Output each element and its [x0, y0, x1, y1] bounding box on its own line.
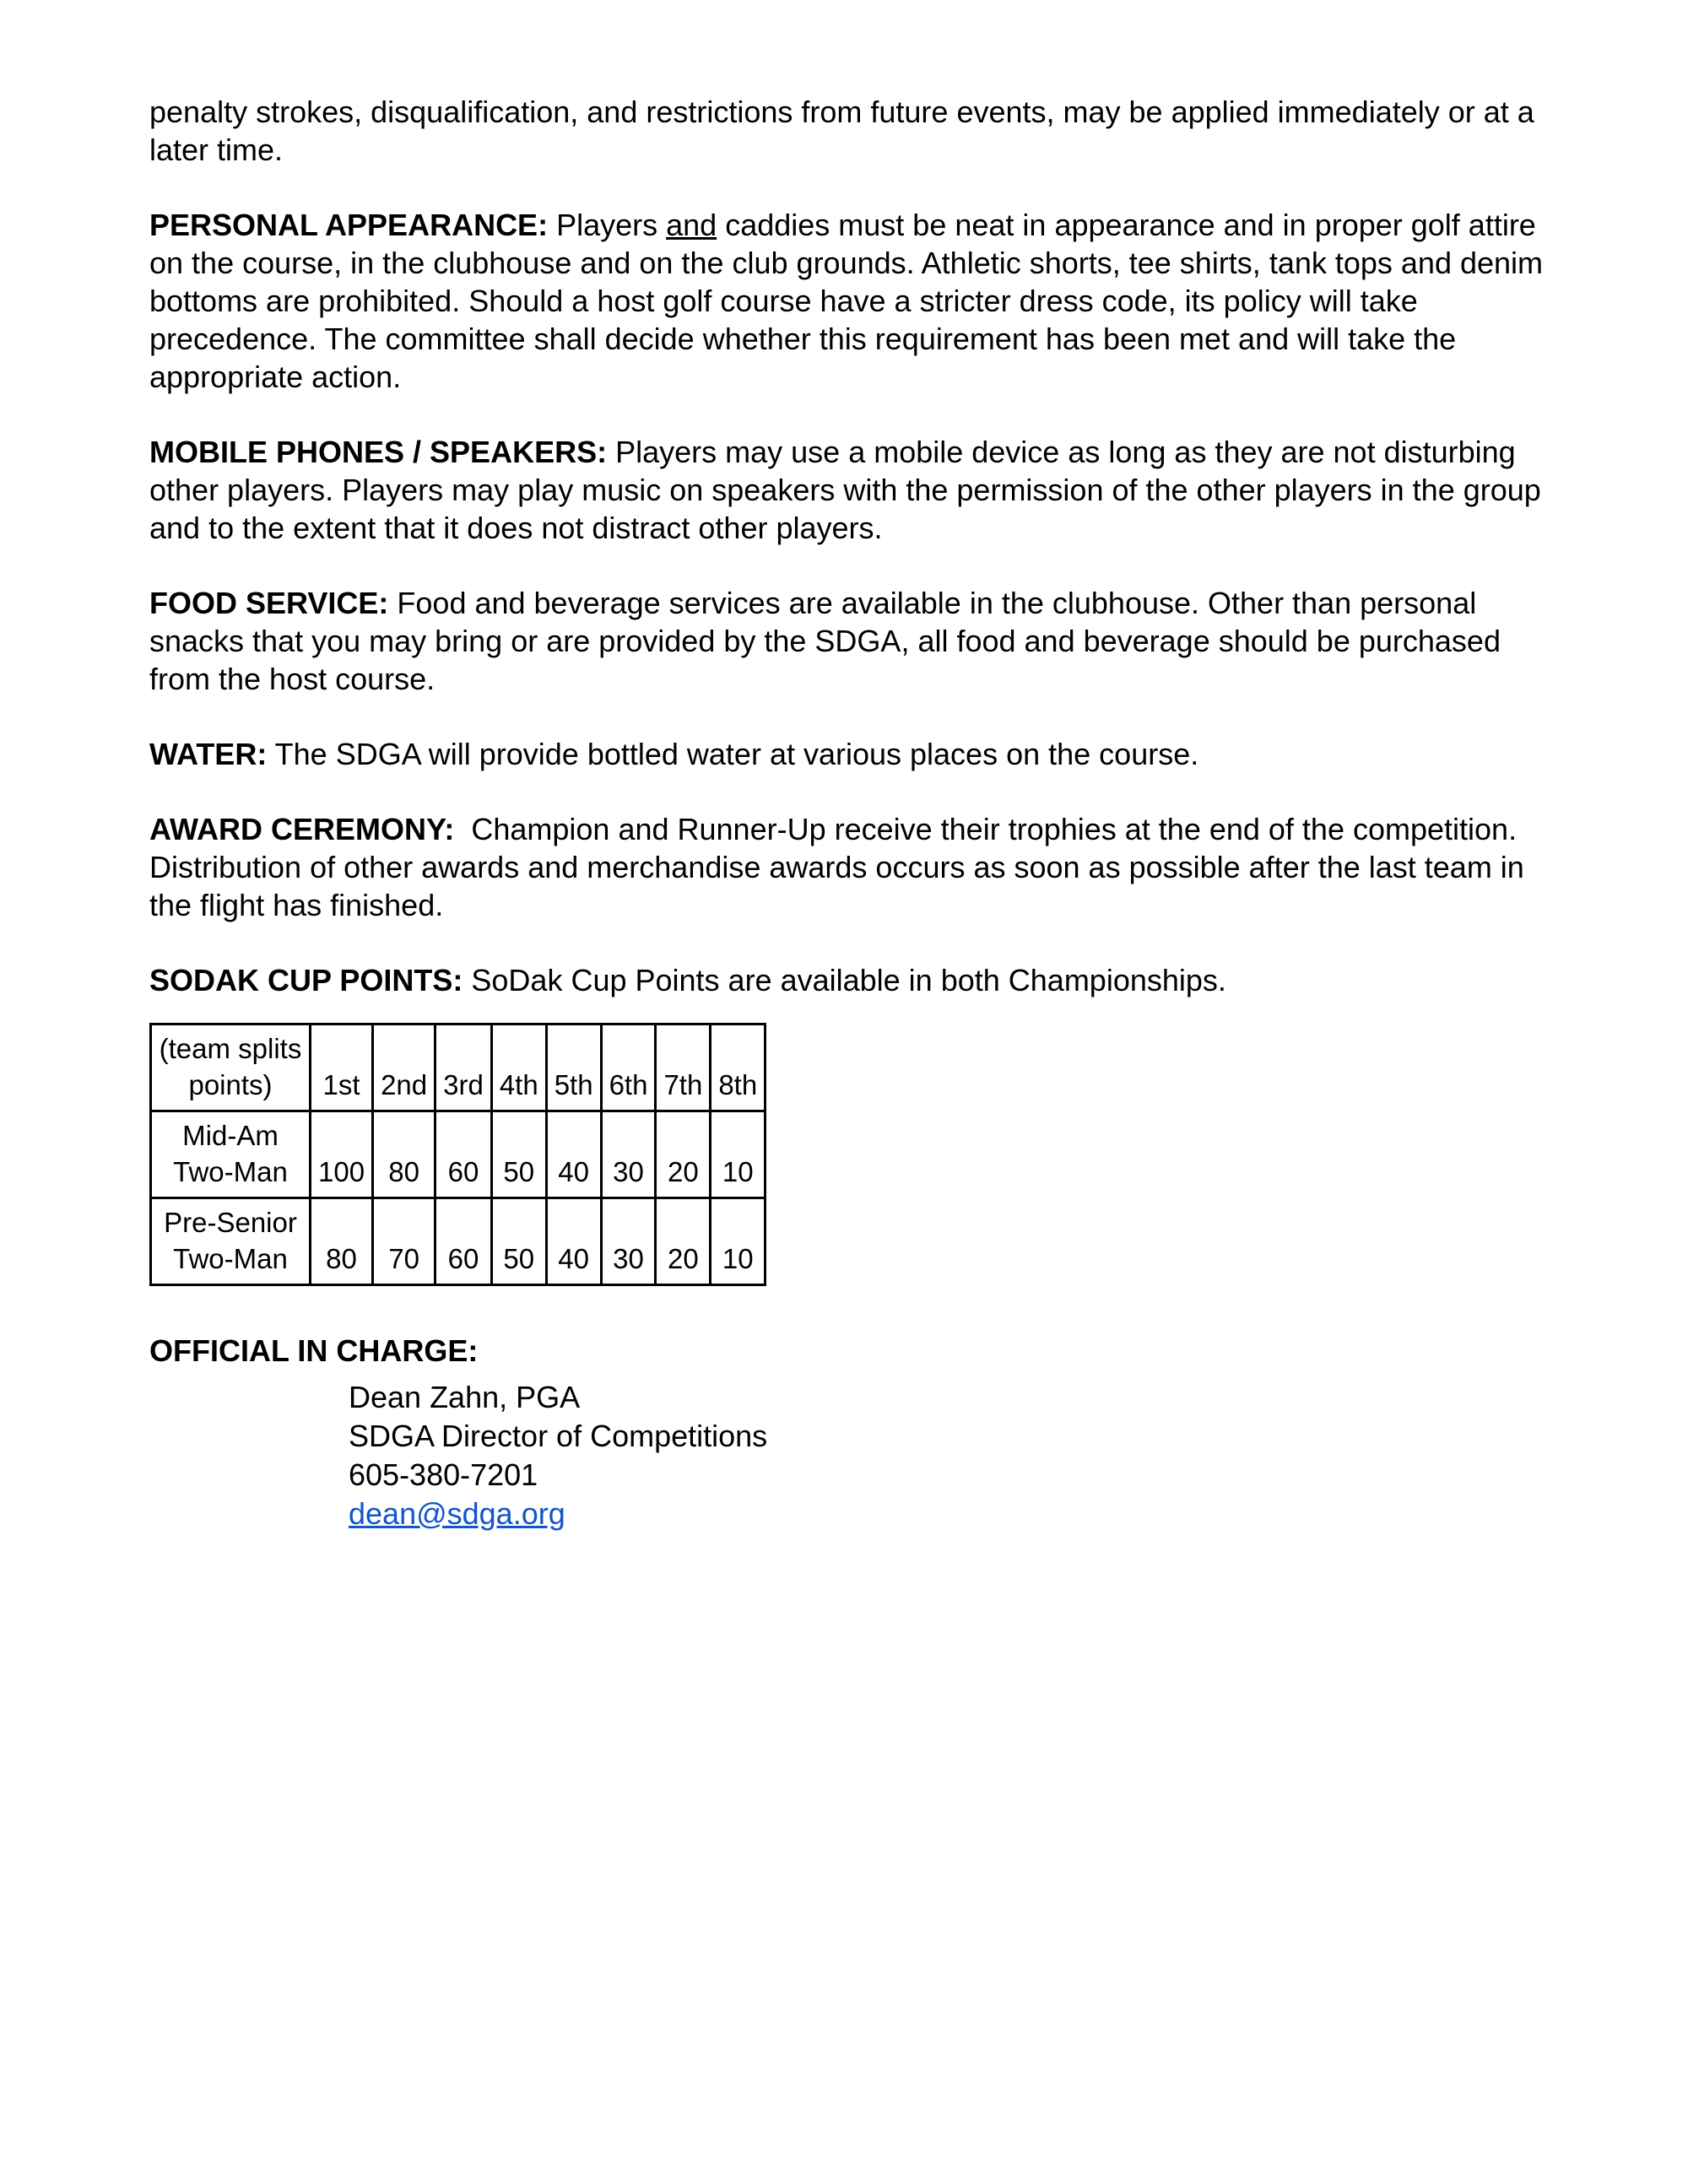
table-corner-line-2: points) [188, 1069, 273, 1100]
personal-appearance-label: PERSONAL APPEARANCE: [149, 208, 549, 242]
award-ceremony-text: Champion and Runner-Up receive their trophies at the end of the competition. Distribution of other awards and merchandise awards occurs as soon as possible after the last team in the flight has finished. [149, 812, 1524, 922]
table-cell: 50 [491, 1111, 546, 1198]
table-cell: 60 [436, 1111, 492, 1198]
official-in-charge-heading [149, 1332, 1550, 1370]
table-header-row [151, 1024, 766, 1111]
sodak-cup-paragraph [149, 961, 1550, 999]
table-header-cell: 3rd [436, 1024, 492, 1111]
table-cell: 20 [656, 1198, 711, 1285]
mobile-phones-text: Players may use a mobile device as long as they are not disturbing other players. Players may play music on speakers with the permission of the other players in the group and to the extent that it does not distract other players. [149, 435, 1541, 545]
table-cell: 40 [546, 1111, 601, 1198]
table-header-cell: 1st [311, 1024, 373, 1111]
table-cell: 50 [491, 1198, 546, 1285]
award-ceremony-paragraph [149, 810, 1550, 924]
table-cell: 10 [711, 1111, 766, 1198]
official-title: SDGA Director of Competitions [349, 1419, 768, 1453]
table-cell: 30 [601, 1198, 656, 1285]
table-corner-line-1: (team splits [159, 1033, 302, 1064]
table-cell: 70 [373, 1198, 436, 1285]
table-header-cell: 4th [491, 1024, 546, 1111]
personal-appearance-underlined-word: and [666, 208, 717, 242]
table-cell: 60 [436, 1198, 492, 1285]
personal-appearance-text-end: caddies must be neat in appearance and in proper golf attire on the course, in the clubhouse and on the club grounds. Athletic shorts, tee shirts, tank tops and denim bottoms are prohibited. Should a host golf course have a stricter dress code, its policy will take precedence. The committee shall decide whether this requirement has been met and will take the appropriate action. [149, 208, 1544, 394]
table-cell: 80 [311, 1198, 373, 1285]
table-header-cell: 2nd [373, 1024, 436, 1111]
water-paragraph [149, 735, 1550, 773]
table-header-cell: 8th [711, 1024, 766, 1111]
food-service-label: FOOD SERVICE: [149, 586, 389, 620]
official-phone: 605-380-7201 [349, 1457, 538, 1492]
official-name: Dean Zahn, PGA [349, 1380, 581, 1414]
table-row-header [151, 1111, 311, 1198]
personal-appearance-paragraph [149, 206, 1550, 396]
food-service-text: Food and beverage services are available in the clubhouse. Other than personal snacks that you may bring or are provided by the SDGA, all food and beverage should be purchased from the host course. [149, 586, 1501, 696]
document-page [149, 93, 1550, 1533]
table-row-header [151, 1198, 311, 1285]
table-row [151, 1198, 766, 1285]
row-name-line-2: Two-Man [173, 1243, 288, 1274]
sodak-cup-label: SODAK CUP POINTS: [149, 963, 463, 997]
row-name-line-1: Pre-Senior [164, 1207, 297, 1238]
table-header-cell: 5th [546, 1024, 601, 1111]
table-cell: 30 [601, 1111, 656, 1198]
official-email-link[interactable]: dean@sdga.org [349, 1496, 565, 1531]
intro-text: penalty strokes, disqualification, and restrictions from future events, may be applied immediately or at a later time. [149, 95, 1534, 167]
personal-appearance-text-start: Players [556, 208, 667, 242]
row-name-line-2: Two-Man [173, 1156, 288, 1187]
sodak-points-table [149, 1023, 766, 1286]
table-cell: 20 [656, 1111, 711, 1198]
table-corner-cell [151, 1024, 311, 1111]
official-in-charge-label: OFFICIAL IN CHARGE: [149, 1333, 479, 1368]
mobile-phones-paragraph [149, 433, 1550, 547]
water-text: The SDGA will provide bottled water at various places on the course. [274, 737, 1199, 771]
table-row [151, 1111, 766, 1198]
water-label: WATER: [149, 737, 268, 771]
food-service-paragraph [149, 584, 1550, 698]
mobile-phones-label: MOBILE PHONES / SPEAKERS: [149, 435, 608, 469]
award-ceremony-label: AWARD CEREMONY: [149, 812, 455, 846]
table-cell: 10 [711, 1198, 766, 1285]
table-cell: 40 [546, 1198, 601, 1285]
sodak-cup-text: SoDak Cup Points are available in both Championships. [471, 963, 1226, 997]
table-cell: 80 [373, 1111, 436, 1198]
row-name-line-1: Mid-Am [182, 1120, 279, 1151]
table-cell: 100 [311, 1111, 373, 1198]
table-header-cell: 7th [656, 1024, 711, 1111]
intro-paragraph [149, 93, 1550, 169]
official-contact-block [349, 1378, 1550, 1533]
table-header-cell: 6th [601, 1024, 656, 1111]
